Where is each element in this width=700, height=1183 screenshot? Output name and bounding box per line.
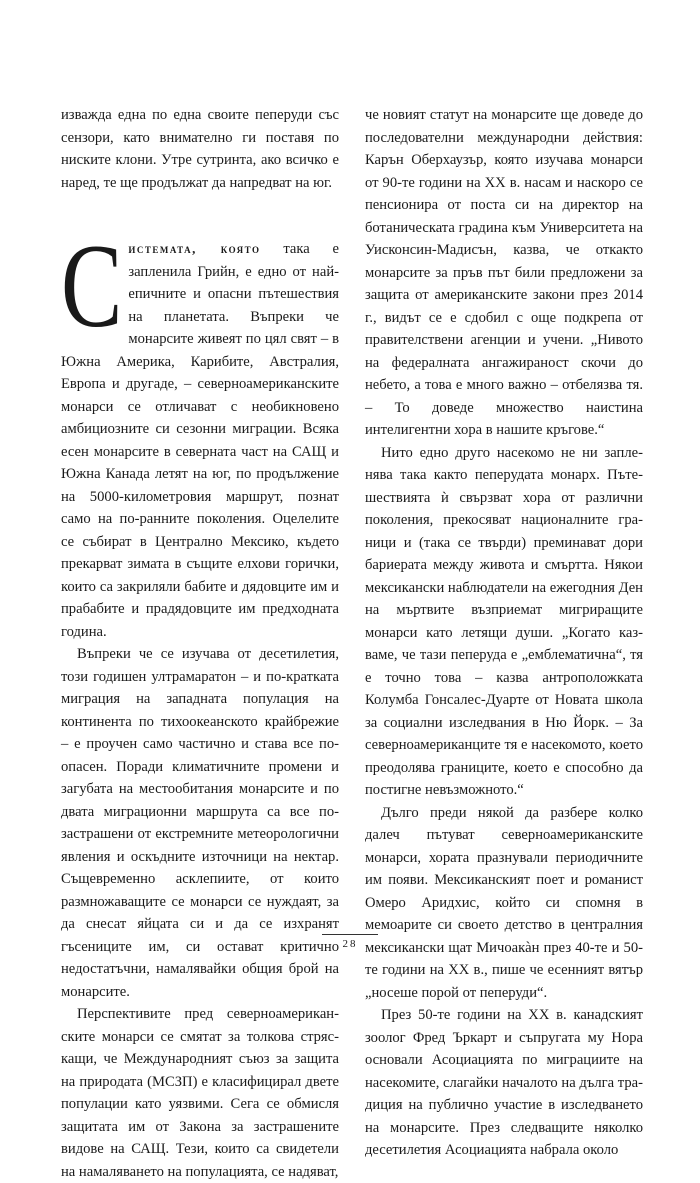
paragraph-continued: изважда една по една своите пеперуди със сензори, като внимателно ги поставя по ниските клони. Утре сутринта, ако всичко е наред, те ще продължат да напредват на юг. [61, 107, 339, 191]
paragraph: Перспективите пред северноамериканските монарси се смятат за толкова стряскащи, че Международният съюз за защита на природата (МСЗП) е класифицирал двете популации като уязвими. Сега се обмисля защитата им от Закона за застрашените видове на САЩ. Тези, които са свидетели на намаляването на популацията, се надяват, [61, 1006, 339, 1180]
paragraph: Нито едно друго насекомо не ни запленява така както пеперудата монарх. Пътешествията ѝ свързват хора от различни поколения, прекосяват националните граници и (така се твърди) преминават дори бариерата между живота и смъртта. Някои мексикански наблюдатели на ежегодния Ден на мъртвите възприемат мигриращите монарси като летящи души. „Когато казваме, че тази пеперуда е „емблематична“, тя е точно това – казва антроположката Колумба Гонсалес-Дуарте от Новата школа за социални изследвания в Ню Йорк. – За северноамериканците тя е насекомото, което преодолява границите, което е способно да постигне невъзможното.“ [365, 444, 643, 798]
paragraph: Въпреки че се изучава от десетилетия, този годишен ултрамаратон – и по-кратката миграция на западната популация на континента по тихоокеанското крайбрежие – е проучен само частично и става все по-опасен. Поради климатичните промени и загубата на местообитания монарсите и по двата миграционни маршрута са все по-застрашени от екстремните метеорологични явления и оскъдните източници на нектар. Същевременно асклепиите, от които размножаващите се монарси се нуждаят, за да снесат яйцата си и да се изхранят гъсениците им, си остават критично недостатъчни, намалявайки общия брой на монарсите. [61, 646, 339, 1000]
section-opening [61, 219, 339, 643]
opening-paragraph-text: така е запленила Грийн, е едно от най-епичните и опасни пътешествия на планетата. Въпреки че монарсите живеят по цял свят – в Южна Америка, Карибите, Австралия, Европа и другаде, – северноамериканските монарси се отличават с необикновено амбициозните си сезонни миграции. Всяка есен монарсите в северната част на САЩ и Южна Канада летят на юг, по продължение на 5000-километровия маршрут, познат само на по-ранните поколения. Оцелелите се събират в Централно Мексико, където прекарват зимата в същите елхови горички, които са закриляли бабите и дядовците им и прабабите и прадядовците им предходната година. [61, 241, 339, 640]
paragraph: Дълго преди някой да разбере колко далеч пътуват северноамериканските монарси, хората празнували периодичните им появи. Мексиканският поет и романист Омеро Аридхис, който си спомня в мемоарите си своето детство в централния мексикански щат Мичоакàн през 40-те и 50-те години на XX в., пише че есенният вятър „носеше порой от пеперуди“. [365, 804, 643, 1001]
left-column [61, 104, 339, 1183]
folio-rule [322, 934, 378, 935]
paragraph-continued: че новият статут на монарсите ще доведе до последователни международни действия: Карън Оберхаузър, която изучава монарси от 90-те години на XX в. насам и наскоро се пенсионира от поста си на директор на ботаническата градина към Университета на Уисконсин-Мадисън, казва, че откакто монарсите за пръв път били предложени за защита от американските закони през 2014 г., видът се е сдобил с още подкрепа от правителствени агенции и учени. „Нивото на федералната ангажираност скочи до небето, а това е много важно – отбелязва тя. – То доведе множество наистина интелигентни хора в нашите кръгове.“ [365, 107, 643, 438]
page-number: 28 [342, 938, 358, 950]
drop-cap: С [61, 219, 123, 352]
right-column [365, 104, 643, 1162]
lead-in-caps: истемата, която [128, 241, 261, 256]
paragraph: През 50-те години на XX в. канадският зоолог Фред Ъркарт и съпругата му Нора основали Асоциацията по миграциите на насекомите, слагайки началото на дълга традиция на публично участие в изследването на монарсите. През следващите няколко десетилетия Асоциацията набрала около [365, 1007, 643, 1158]
